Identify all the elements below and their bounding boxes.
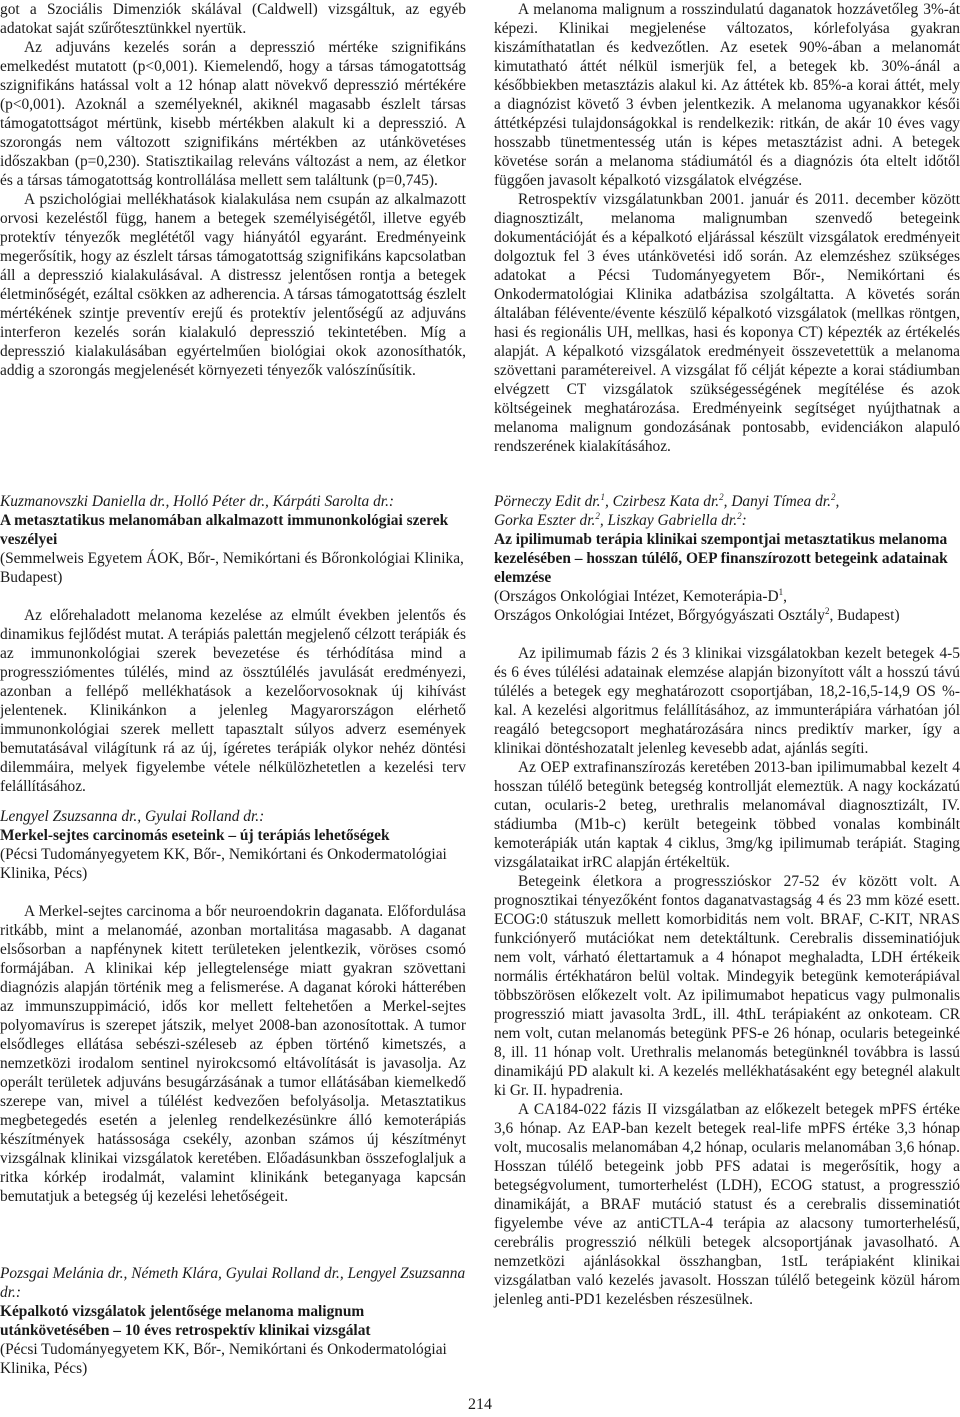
abstract-title: Képalkotó vizsgálatok jelentősége melanoma malignum utánkövetésében – 10 éves retrospektív klinikai vizsgálat bbox=[0, 1303, 371, 1339]
abstract-authors: Gorka Eszter dr.$^2$, Liszkay Gabriella dr.$^2$: bbox=[494, 510, 747, 529]
abstract-authors: Pörneczy Edit dr.$^1$, Czirbesz Kata dr.$^2$, Danyi Tímea dr.$^2$, bbox=[494, 491, 840, 510]
abstract-authors: Pozsgai Melánia dr., Németh Klára, Gyulai Rolland dr., Lengyel Zsuzsanna dr.: bbox=[0, 1265, 466, 1301]
abstract-title: Merkel-sejtes carcinomás eseteink – új terápiás lehetőségek bbox=[0, 827, 390, 844]
paragraph: Az előrehaladott melanoma kezelése az elmúlt években jelentős és dinamikus fejlődést mutat. A terápiás palettán megjelenő célzott terápiák és az immunonkológiai szerek bevezetése és térhódítása mind a progressziómentes túlélés, mind az össztúlélés javulását eredményezi, azonban a fellépő mellékhatások a kezelőorvosoknak új kihívást jelentenek. Klinikánkon a jelenleg Magyarországon elérhető immunonkológiai szerek mellett tapasztalt súlyos adverz események bemutatásával világítunk rá az új, ígéretes terápiák olykor nehéz döntési dilemmáira, melyek figyelembe vétele nélkülözhetetlen a kezelési terv felállításához. bbox=[0, 607, 466, 795]
paragraph: got a Szociális Dimenziók skálával (Caldwell) vizsgáltuk, az egyéb adatokat saját szűrőtesztünkkel nyertük. bbox=[0, 1, 466, 37]
paragraph: Az adjuváns kezelés során a depresszió mértéke szignifikáns emelkedést mutatott (p<0,001). Kiemelendő, hogy a társas támogatottság szignifikáns hatással volt a 12 hónap alatt növekvő depresszió mértékére (p<0,001). Azoknál a személyeknél, akiknél magasabb észlelt társas támogatottságot mértünk, kisebb mértékben alakult ki a depresszió. A szorongás nem változott szignifikáns mértékben az utánkövetéses időszakban (p=0,230). Statisztikailag releváns változást a nem, az életkor és a társas támogatottság kontrollálása mellett sem találtunk (p=0,745). bbox=[0, 39, 466, 189]
abstract-affiliation: (Pécsi Tudományegyetem KK, Bőr-, Nemikórtani és Onkodermatológiai Klinika, Pécs) bbox=[0, 1341, 447, 1377]
abstract-authors: Kuzmanovszki Daniella dr., Holló Péter dr., Kárpáti Sarolta dr.: bbox=[0, 493, 395, 510]
paragraph: A Merkel-sejtes carcinoma a bőr neuroendokrin daganata. Előfordulása ritkább, mint a melanomáé, azonban mortalitása magasabb. A daganat elsősorban a napfénynek kitett területeken jelentkezik, vöröses csomó formájában. A klinikai kép jellegtelensége miatt gyakran szövettani diagnózis alapján történik meg a felismerése. A daganat kóroki hátterében az immunszuppimáció, idős kor mellett feltehetően a Merkel-sejtes polyomavírus is szerepet játszik, melyet 2008-ban azonosítottak. A tumor elsődleges ellátása sebészi-széleseb az épben történő kimetszés, a nemzetközi irodalom sentinel nyirokcsomó eltávolítását is javasolja. Az operált területek adjuváns besugárzásának a tumor ellátásában kiemelkedő szerepe van, mivel a túlélést kedvezően befolyásolja. Metasztatikus megbetegedés esetén a jelenleg rendelkezésünkre álló kemoterápiás készítmények hatássosága csekély, azonban számos új készítményt vizsgálnak klinikai vizsgálatok keretében. Előadásunkban összefoglaljuk a ritka kórkép irodalmát, valamint klinikánk beteganyaga kapcsán bemutatjuk a betegség új kezelési lehetőségeit. bbox=[0, 903, 466, 1205]
paragraph: Az ipilimumab fázis 2 és 3 klinikai vizsgálatokban kezelt betegek 4-5 és 6 éves túlélési adatainak elemzése alapján bizonyított vált a hosszú távú túlélés a betegek egy meghatározott csoportjában, 18,2-16,5-14,9 OS %-kal. A kezelési algoritmus felállításához, az immunterápiára várhatóan jól reagáló betegcsoport meghatározására nincs prediktív marker, így a klinikai döntéshozatalt jelenleg kevesebb adat, ajánlás segíti. bbox=[494, 645, 960, 757]
page-number: 214 bbox=[468, 1396, 492, 1413]
paragraph: A pszichológiai mellékhatások kialakulása nem csupán az alkalmazott orvosi kezeléstől függ, hanem a betegek személyiségétől, illetve egyéb protektív tényezők meglététől vagy hiányától egyaránt. Eredményeink megerősítik, hogy az észlelt társas támogatottság szignifikáns kapcsolatban áll a depresszió kialakulásával. A distressz jelentősen rontja a betegek életminőségét, ezáltal csökken az adherencia. A társas támogatottság észlelt mértékének szintje preventív erejű és protektív jelentőségű az adjuváns interferon kezelés során kialakuló depresszió tekintetében. Míg a depresszió kialakulásában egyértelműen biológiai okok azonosíthatók, addig a szorongás megjelenését környezeti tényezők valószínűsítik. bbox=[0, 191, 466, 379]
abstract-kuzmanovszki bbox=[0, 492, 466, 796]
left-top-text bbox=[0, 0, 466, 380]
abstract-porneczy bbox=[494, 492, 960, 1309]
abstract-affiliation: (Semmelweis Egyetem ÁOK, Bőr-, Nemikórtani és Bőronkológiai Klinika, Budapest) bbox=[0, 550, 464, 586]
paragraph: A CA184-022 fázis II vizsgálatban az előkezelt betegek mPFS értéke 3,6 hónap. Az EAP-ban kezelt betegek real-life mPFS értéke 3,3 hónap volt, mucosalis melanomában 4,2 hónap, ocularis melanomában 3,6 hónap. Hosszan túlélő betegeink jobb PFS adatai is megerősítik, hogy a betegségvolument, tumorterhelést (LDH), ECOG statust, a progresszió dinamikáját, a BRAF mutáció statust és a cerebralis disseminatiót figyelembe véve az antiCTLA-4 terápia az alacsony tumorterhelésű, cerebrális progresszió nélküli betegek alcsoportjának javasolható. A nemzetközi ajánlásokkal összhangban, 1stL terápiaként klinikai vizsgálatban való kezelés javasolt. Hosszan túlélő betegeink közül három jelenleg anti-PD1 kezelésben részesülnek. bbox=[494, 1101, 960, 1308]
abstract-title: A metasztatikus melanomában alkalmazott immunonkológiai szerek veszélyei bbox=[0, 512, 449, 548]
abstract-lengyel bbox=[0, 807, 466, 1206]
abstract-authors: Lengyel Zsuzsanna dr., Gyulai Rolland dr.: bbox=[0, 808, 265, 825]
abstract-pozsgai bbox=[0, 1264, 466, 1378]
abstract-affiliation: Országos Onkológiai Intézet, Bőrgyógyászati Osztály$^2$, Budapest) bbox=[494, 605, 900, 624]
paragraph: A melanoma malignum a rosszindulatú daganatok hozzávetőleg 3%-át képezi. Klinikai megjelenése változatos, kórlefolyása gyakran kiszámíthatatlan és kedvezőtlen. Az esetek 90%-ában a melanomát kimutatható áttét nélkül ismerjük fel, a betegek kb. 30%-ánál a későbbiekben metasztázis alakul ki. Az áttétek kb. 85%-a korai áttét, mely a diagnózist követő 3 évben jelentkezik. A melanoma ugyanakkor késői áttétképzési tulajdonságokkal is rendelkezik: ritkán, de akár 10 éves vagy hosszabb tünetmentesség után is képes metasztázist adni. A betegek követése során a melanoma stádiumától és a diagnózis óta eltelt időtől függően javasolt képalkotó vizsgálatok elvégzése. bbox=[494, 1, 960, 189]
paragraph: Betegeink életkora a progresszióskor 27-52 év között volt. A prognosztikai tényezőként fontos daganatvastagság 4 és 23 mm közé esett. ECOG:0 státuszuk mellett komorbiditás nem volt. BRAF, C-KIT, NRAS funkciónyerő mutációkat nem detektáltunk. Cerebralis disseminatiójuk nem volt, várható élettartamuk a 4 hónapot meghaladta, LDH értékeik normális értékhatáron belül voltak. Mindegyik betegünk kemoterápiával többszörösen előkezelt volt. Az ipilimumabot hepaticus vagy pulmonalis progresszió miatt javasolta 3rdL, ill. 4thL terápiaként az onkoteam. CR nem volt, cutan melanomás betegünk PFS-e 26 hónap, ocularis betegeinké 8, ill. 11 hónap volt. Urethralis melanomás betegünknél továbbra is lassú dinamikájú PD alakult ki. A kezelés mellékhatásaként egy betegnél alakult ki Gr. II. hypadrenia. bbox=[494, 873, 960, 1099]
right-top-text bbox=[494, 0, 960, 456]
abstract-title: Az ipilimumab terápia klinikai szempontjai metasztatikus melanoma kezelésében – hosszan túlélő, OEP finanszírozott betegeink adatainak elemzése bbox=[494, 531, 948, 586]
abstract-affiliation: (Pécsi Tudományegyetem KK, Bőr-, Nemikórtani és Onkodermatológiai Klinika, Pécs) bbox=[0, 846, 447, 882]
abstract-affiliation: (Országos Onkológiai Intézet, Kemoterápia-$D^1$, bbox=[494, 586, 787, 605]
paragraph: Retrospektív vizsgálatunkban 2001. január és 2011. december között diagnosztizált, melanoma malignumban szenvedő betegeink dokumentációját és a képalkotó eljárással készült vizsgálatok eredményeit dolgoztuk fel 3 éves utánkövetési idő során. Az elemzéshez szükséges adatokat a Pécsi Tudományegyetem Bőr-, Nemikórtani és Onkodermatológiai Klinika adatbázisa szolgáltatta. A követés során általában félévente/évente készülő képalkotó vizsgálatok (mellkas röntgen, hasi és regionális UH, mellkas, hasi és koponya CT) képezték az értékelés alapját. A képalkotó vizsgálatok eredményeit összevetettük a melanoma szövettani paramétereivel. A vizsgálat fő célját képezte a korai stádiumban elvégzett CT vizsgálatok szükségességének megítélése és azok költségeinek meghatározása. Eredményeink segítséget nyújthatnak a melanoma malignum gondozásának pontosabb, evidenciákon alapuló rendszerének kialakításához. bbox=[494, 191, 960, 455]
paragraph: Az OEP extrafinanszírozás keretében 2013-ban ipilimumabbal kezelt 4 hosszan túlélő betegünk betegség kontrollját elemeztük. A nagy kockázatú cutan, ocularis-2 beteg, urethralis melanomával diagnosztizált, IV. stádiumba (M1b-c) került betegeink többed vonalas kombinált kemoterápiák után kaptak 4 ciklus, 3mg/kg ipilimumab terápiát. Staging vizsgálataikat irRC alapján értékeltük. bbox=[494, 759, 960, 871]
